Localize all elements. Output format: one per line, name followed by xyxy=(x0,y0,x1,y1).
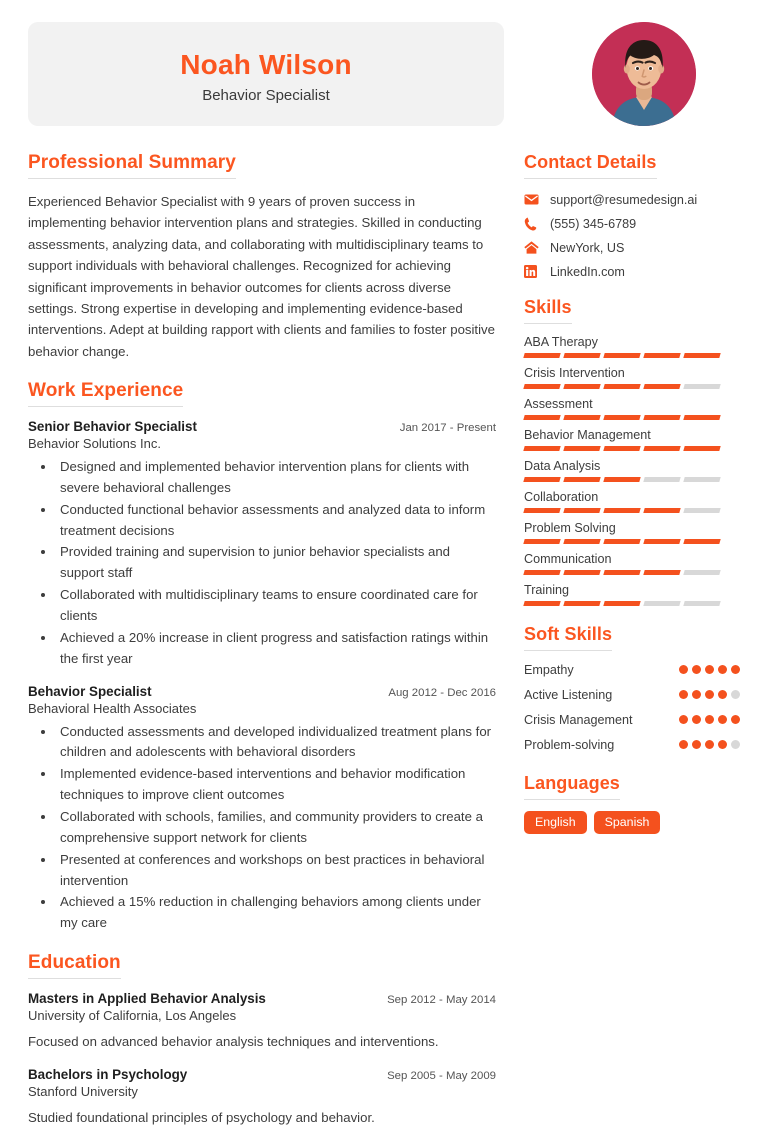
contact-linkedin-value: LinkedIn.com xyxy=(550,264,625,279)
skill-row xyxy=(524,583,740,606)
skills-list xyxy=(524,335,740,606)
skill-bar-segment xyxy=(603,353,640,358)
skill-bar-segment xyxy=(643,446,680,451)
skill-level-bar xyxy=(524,446,740,451)
contact-list xyxy=(524,192,740,279)
skill-row xyxy=(524,335,740,358)
section-languages xyxy=(524,773,740,834)
section-heading-skills: Skills xyxy=(524,297,572,324)
section-heading-soft-skills: Soft Skills xyxy=(524,624,612,651)
skill-bar-segment xyxy=(603,384,640,389)
resume-header xyxy=(28,22,740,134)
skill-bar-segment xyxy=(563,570,600,575)
section-education xyxy=(28,952,496,1129)
experience-bullet: • Designed and implemented behavior intervention plans for clients with severe behavioral challenges xyxy=(56,457,496,499)
skill-level-bar xyxy=(524,477,740,482)
rating-dot xyxy=(731,715,740,724)
rating-dot xyxy=(692,740,701,749)
education-entry xyxy=(28,991,496,1053)
experience-entry xyxy=(28,419,496,670)
experience-entry-header xyxy=(28,419,496,434)
languages-list xyxy=(524,811,740,834)
rating-dot xyxy=(692,715,701,724)
skill-bar-segment xyxy=(603,570,640,575)
contact-location-value: NewYork, US xyxy=(550,240,625,255)
section-heading-languages: Languages xyxy=(524,773,620,800)
contact-item-location[interactable] xyxy=(524,240,740,255)
skill-bar-segment xyxy=(523,508,560,513)
soft-skill-row xyxy=(524,687,740,705)
skill-name: ABA Therapy xyxy=(524,335,598,349)
skill-row xyxy=(524,459,740,482)
section-heading-summary: Professional Summary xyxy=(28,152,236,179)
experience-bullet: • Achieved a 20% increase in client progress and satisfaction ratings within the first year xyxy=(56,628,496,670)
skill-bar-segment xyxy=(603,446,640,451)
rating-dot xyxy=(705,690,714,699)
rating-dot xyxy=(679,740,688,749)
skill-row xyxy=(524,428,740,451)
education-entry-header xyxy=(28,991,496,1006)
education-degree: Masters in Applied Behavior Analysis xyxy=(28,991,266,1007)
skill-bar-segment xyxy=(563,353,600,358)
section-heading-contact: Contact Details xyxy=(524,152,657,179)
skill-bar-segment xyxy=(683,508,720,513)
rating-dot xyxy=(718,665,727,674)
skill-row xyxy=(524,521,740,544)
experience-bullet: • Presented at conferences and workshops on best practices in behavioral intervention xyxy=(56,850,496,892)
language-pill[interactable]: English xyxy=(524,811,587,834)
rating-dot xyxy=(718,690,727,699)
phone-icon xyxy=(524,216,541,231)
experience-job-title: Senior Behavior Specialist xyxy=(28,419,197,434)
rating-dot xyxy=(731,740,740,749)
skill-bar-segment xyxy=(523,353,560,358)
soft-skill-rating xyxy=(679,737,740,749)
experience-company: Behavior Solutions Inc. xyxy=(28,436,161,451)
skill-bar-segment xyxy=(563,508,600,513)
candidate-job-title: Behavior Specialist xyxy=(202,86,330,104)
contact-item-phone[interactable] xyxy=(524,216,740,231)
skill-bar-segment xyxy=(523,570,560,575)
contact-email-value: support@resumedesign.ai xyxy=(550,192,698,207)
envelope-icon xyxy=(524,192,541,207)
soft-skill-name: Crisis Management xyxy=(524,713,633,727)
skill-bar-segment xyxy=(683,446,720,451)
soft-skill-rating xyxy=(679,662,740,674)
home-icon xyxy=(524,240,541,255)
skill-name: Training xyxy=(524,583,570,597)
skill-level-bar xyxy=(524,508,740,513)
skill-bar-segment xyxy=(643,570,680,575)
skill-bar-segment xyxy=(563,446,600,451)
skill-bar-segment xyxy=(563,477,600,482)
section-contact-details xyxy=(524,152,740,279)
skill-level-bar xyxy=(524,415,740,420)
skill-bar-segment xyxy=(603,539,640,544)
avatar-wrapper xyxy=(592,22,696,126)
soft-skill-row xyxy=(524,662,740,680)
linkedin-icon xyxy=(524,264,541,279)
skill-bar-segment xyxy=(643,353,680,358)
soft-skill-name: Empathy xyxy=(524,663,574,677)
contact-item-email[interactable] xyxy=(524,192,740,207)
section-heading-experience: Work Experience xyxy=(28,380,183,407)
experience-bullet: • Collaborated with schools, families, and community providers to create a comprehensive support network for clients xyxy=(56,807,496,849)
skill-bar-segment xyxy=(523,539,560,544)
rating-dot xyxy=(679,690,688,699)
skill-row xyxy=(524,490,740,513)
education-entry-header xyxy=(28,1067,496,1082)
skill-bar-segment xyxy=(563,601,600,606)
skill-bar-segment xyxy=(603,601,640,606)
skill-bar-segment xyxy=(603,415,640,420)
skill-bar-segment xyxy=(563,539,600,544)
rating-dot xyxy=(679,665,688,674)
section-work-experience xyxy=(28,380,496,934)
skill-level-bar xyxy=(524,539,740,544)
skill-bar-segment xyxy=(683,384,720,389)
education-entry xyxy=(28,1067,496,1129)
experience-bullet-list xyxy=(28,457,496,670)
skill-bar-segment xyxy=(523,415,560,420)
candidate-name: Noah Wilson xyxy=(180,49,352,81)
rating-dot xyxy=(718,715,727,724)
skill-bar-segment xyxy=(523,384,560,389)
soft-skill-rating xyxy=(679,712,740,724)
contact-item-linkedin[interactable] xyxy=(524,264,740,279)
skill-bar-segment xyxy=(683,353,720,358)
experience-date-range: Aug 2012 - Dec 2016 xyxy=(388,686,496,699)
avatar xyxy=(592,22,696,126)
soft-skill-row xyxy=(524,737,740,755)
skill-level-bar xyxy=(524,570,740,575)
resume-columns xyxy=(28,152,740,1147)
experience-company: Behavioral Health Associates xyxy=(28,700,197,716)
education-date-range: Sep 2005 - May 2009 xyxy=(387,1070,496,1083)
skill-bar-segment xyxy=(643,508,680,513)
soft-skill-row xyxy=(524,712,740,730)
experience-bullet: • Conducted assessments and developed individualized treatment plans for children and adolescents with behavioral disorders xyxy=(56,722,496,764)
experience-bullet: • Collaborated with multidisciplinary teams to ensure coordinated care for clients xyxy=(56,585,496,627)
experience-entry-header xyxy=(28,684,496,699)
section-skills xyxy=(524,297,740,606)
experience-bullet-list xyxy=(28,722,496,935)
skill-bar-segment xyxy=(563,415,600,420)
skill-name: Crisis Intervention xyxy=(524,366,625,380)
rating-dot xyxy=(718,740,727,749)
skill-bar-segment xyxy=(643,601,680,606)
experience-bullet: • Achieved a 15% reduction in challenging behaviors among clients under my care xyxy=(56,892,496,934)
rating-dot xyxy=(705,740,714,749)
skill-row xyxy=(524,366,740,389)
education-date-range: Sep 2012 - May 2014 xyxy=(387,994,496,1007)
contact-phone-value: (555) 345-6789 xyxy=(550,216,637,231)
experience-date-range: Jan 2017 - Present xyxy=(399,422,496,434)
skill-level-bar xyxy=(524,353,740,358)
experience-bullet: • Provided training and supervision to junior behavior specialists and support staff xyxy=(56,542,496,584)
language-pill[interactable]: Spanish xyxy=(594,811,661,834)
skill-bar-segment xyxy=(643,539,680,544)
soft-skills-list xyxy=(524,662,740,755)
skill-bar-segment xyxy=(643,415,680,420)
rating-dot xyxy=(692,665,701,674)
rating-dot xyxy=(705,665,714,674)
main-column xyxy=(28,152,512,1147)
summary-text: Experienced Behavior Specialist with 9 years of proven success in implementing behavior intervention plans and strategies. Skilled in conducting assessments, analyzing data, and collaborating with multidisciplinary teams to support individuals with behavioral challenges. Recognized for achieving significant improvements in behavior outcomes for clients across diverse settings. Strong expertise in developing and implementing evidence-based interventions. Adept at building rapport with clients and families to foster positive behavior change. xyxy=(28,194,495,359)
soft-skill-rating xyxy=(679,687,740,699)
skill-name: Problem Solving xyxy=(524,521,616,535)
rating-dot xyxy=(705,715,714,724)
skill-row xyxy=(524,397,740,420)
skill-name: Behavior Management xyxy=(524,428,651,442)
section-soft-skills xyxy=(524,624,740,755)
experience-bullet: • Implemented evidence-based interventions and behavior modification techniques to improve client outcomes xyxy=(56,764,496,806)
skill-name: Assessment xyxy=(524,397,593,411)
sidebar-column xyxy=(512,152,740,852)
skill-bar-segment xyxy=(603,508,640,513)
rating-dot xyxy=(731,690,740,699)
rating-dot xyxy=(679,715,688,724)
skill-bar-segment xyxy=(523,601,560,606)
rating-dot xyxy=(692,690,701,699)
education-description: Focused on advanced behavior analysis techniques and interventions. xyxy=(28,1034,439,1050)
skill-row xyxy=(524,552,740,575)
education-school: Stanford University xyxy=(28,1084,138,1100)
skill-level-bar xyxy=(524,384,740,389)
section-heading-education: Education xyxy=(28,952,121,979)
skill-bar-segment xyxy=(643,384,680,389)
skill-bar-segment xyxy=(563,384,600,389)
section-professional-summary xyxy=(28,152,496,362)
skill-bar-segment xyxy=(523,446,560,451)
education-school: University of California, Los Angeles xyxy=(28,1008,237,1024)
soft-skill-name: Problem-solving xyxy=(524,738,615,752)
education-description: Studied foundational principles of psychology and behavior. xyxy=(28,1110,375,1126)
skill-bar-segment xyxy=(683,601,720,606)
skill-bar-segment xyxy=(683,477,720,482)
skill-name: Collaboration xyxy=(524,490,599,504)
skill-name: Data Analysis xyxy=(524,459,601,473)
skill-level-bar xyxy=(524,601,740,606)
rating-dot xyxy=(731,665,740,674)
skill-bar-segment xyxy=(603,477,640,482)
skill-bar-segment xyxy=(683,539,720,544)
education-degree: Bachelors in Psychology xyxy=(28,1067,188,1083)
skill-bar-segment xyxy=(683,415,720,420)
soft-skill-name: Active Listening xyxy=(524,688,613,702)
profile-photo-icon xyxy=(592,22,696,126)
experience-job-title: Behavior Specialist xyxy=(28,683,152,699)
name-panel xyxy=(28,22,504,126)
skill-bar-segment xyxy=(643,477,680,482)
skill-name: Communication xyxy=(524,552,612,566)
skill-bar-segment xyxy=(683,570,720,575)
experience-entry xyxy=(28,684,496,935)
experience-bullet: • Conducted functional behavior assessments and analyzed data to inform treatment decisions xyxy=(56,500,496,542)
skill-bar-segment xyxy=(523,477,560,482)
